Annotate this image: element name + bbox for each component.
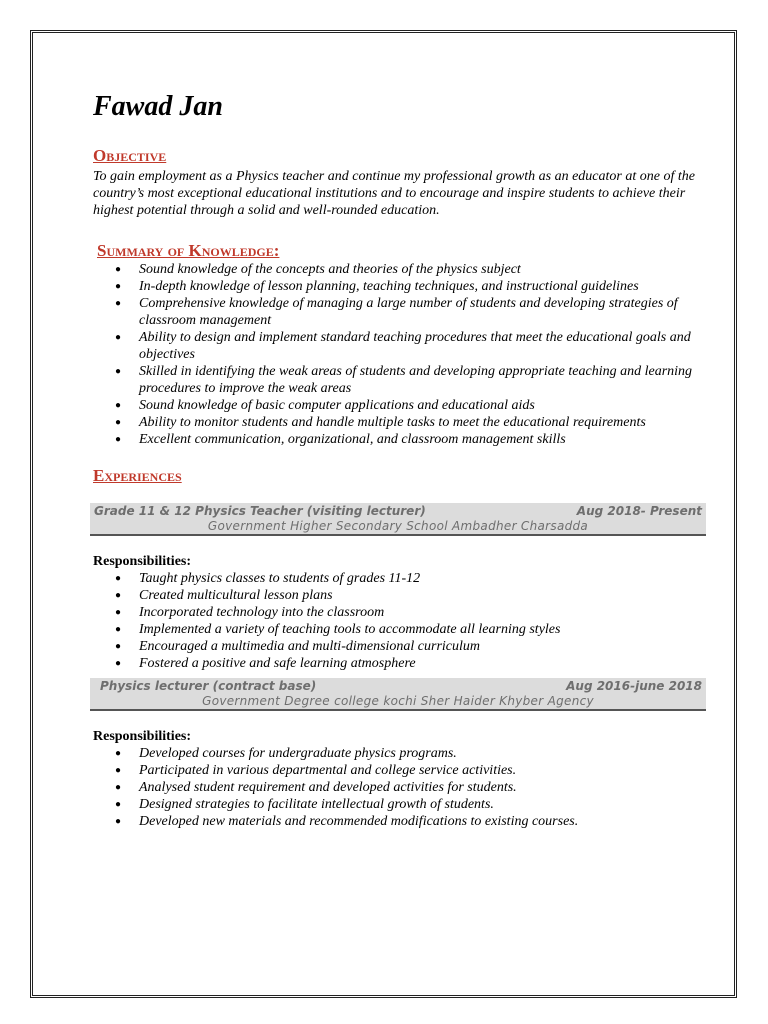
knowledge-heading: Summary of Knowledge: (97, 241, 280, 260)
bullet-icon: ● (115, 782, 122, 793)
bullet-icon: ● (115, 624, 122, 635)
bullet-icon: ● (115, 641, 122, 652)
list-item (93, 295, 708, 329)
job-title: Physics lecturer (contract base) (100, 679, 317, 693)
job-header (90, 503, 706, 536)
candidate-name: Fawad Jan (93, 91, 223, 122)
list-item (93, 363, 708, 397)
list-item-text: Ability to design and implement standard teaching procedures that meet the educational goals and objectives (139, 330, 691, 362)
list-item (93, 655, 708, 672)
bullet-icon: ● (115, 332, 122, 343)
responsibilities-label: Responsibilities: (93, 729, 192, 744)
list-item-text: Excellent communication, organizational, and classroom management skills (139, 432, 566, 447)
bullet-icon: ● (115, 607, 122, 618)
job-organization: Government Degree college kochi Sher Haider Khyber Agency (202, 694, 594, 708)
list-item-text: Taught physics classes to students of grades 11-12 (139, 571, 421, 586)
list-item (93, 570, 708, 587)
list-item-text: Designed strategies to facilitate intellectual growth of students. (139, 797, 494, 812)
experiences-heading: Experiences (93, 466, 182, 485)
list-item (93, 604, 708, 621)
list-item (93, 431, 708, 448)
list-item (93, 796, 708, 813)
job-organization: Government Higher Secondary School Ambadher Charsadda (207, 519, 589, 533)
list-item (93, 397, 708, 414)
bullet-icon: ● (115, 366, 122, 377)
bullet-icon: ● (115, 281, 122, 292)
job-title-row (90, 678, 706, 694)
list-item (93, 638, 708, 655)
responsibilities-list (93, 745, 708, 830)
responsibilities-label: Responsibilities: (93, 554, 192, 569)
bullet-icon: ● (115, 264, 122, 275)
objective-text: To gain employment as a Physics teacher and continue my professional growth as an educator at one of the country’s most exceptional educational institutions and to encourage and inspire students to achieve their highest potential through a solid and well-rounded education. (93, 169, 695, 218)
list-item (93, 779, 708, 796)
list-item-text: Participated in various departmental and college service activities. (139, 763, 517, 778)
bullet-icon: ● (115, 417, 122, 428)
list-item (93, 745, 708, 762)
bullet-icon: ● (115, 799, 122, 810)
list-item (93, 621, 708, 638)
bullet-icon: ● (115, 765, 122, 776)
list-item-text: Skilled in identifying the weak areas of students and developing appropriate teaching and learning procedures to improve the weak areas (139, 364, 693, 396)
list-item-text: Comprehensive knowledge of managing a large number of students and developing strategies of classroom management (139, 296, 678, 328)
bullet-icon: ● (115, 298, 122, 309)
job-header (90, 678, 706, 711)
list-item (93, 587, 708, 604)
bullet-icon: ● (115, 573, 122, 584)
list-item (93, 329, 708, 363)
job-dates: Aug 2018- Present (576, 504, 702, 518)
list-item-text: Developed courses for undergraduate physics programs. (139, 746, 457, 761)
bullet-icon: ● (115, 400, 122, 411)
bullet-icon: ● (115, 590, 122, 601)
list-item (93, 762, 708, 779)
list-item (93, 414, 708, 431)
job-title-row (90, 503, 706, 519)
bullet-icon: ● (115, 816, 122, 827)
list-item-text: Fostered a positive and safe learning atmosphere (139, 656, 416, 671)
objective-heading: Objective (93, 146, 167, 165)
list-item-text: Encouraged a multimedia and multi-dimensional curriculum (139, 639, 481, 654)
list-item-text: Incorporated technology into the classroom (139, 605, 385, 620)
list-item (93, 261, 708, 278)
list-item-text: Created multicultural lesson plans (139, 588, 333, 603)
bullet-icon: ● (115, 434, 122, 445)
list-item-text: Sound knowledge of the concepts and theories of the physics subject (139, 262, 521, 277)
list-item (93, 813, 708, 830)
list-item-text: Developed new materials and recommended modifications to existing courses. (139, 814, 579, 829)
bullet-icon: ● (115, 748, 122, 759)
list-item-text: Implemented a variety of teaching tools to accommodate all learning styles (139, 622, 561, 637)
list-item-text: Sound knowledge of basic computer applications and educational aids (139, 398, 535, 413)
list-item-text: Analysed student requirement and developed activities for students. (139, 780, 517, 795)
list-item-text: Ability to monitor students and handle multiple tasks to meet the educational requirements (139, 415, 646, 430)
responsibilities-list (93, 570, 708, 672)
list-item (93, 278, 708, 295)
job-dates: Aug 2016-june 2018 (566, 679, 702, 693)
resume-content (93, 90, 708, 830)
job-title: Grade 11 & 12 Physics Teacher (visiting lecturer) (94, 504, 426, 518)
knowledge-list (93, 261, 708, 448)
list-item-text: In-depth knowledge of lesson planning, teaching techniques, and instructional guidelines (139, 279, 639, 294)
bullet-icon: ● (115, 658, 122, 669)
